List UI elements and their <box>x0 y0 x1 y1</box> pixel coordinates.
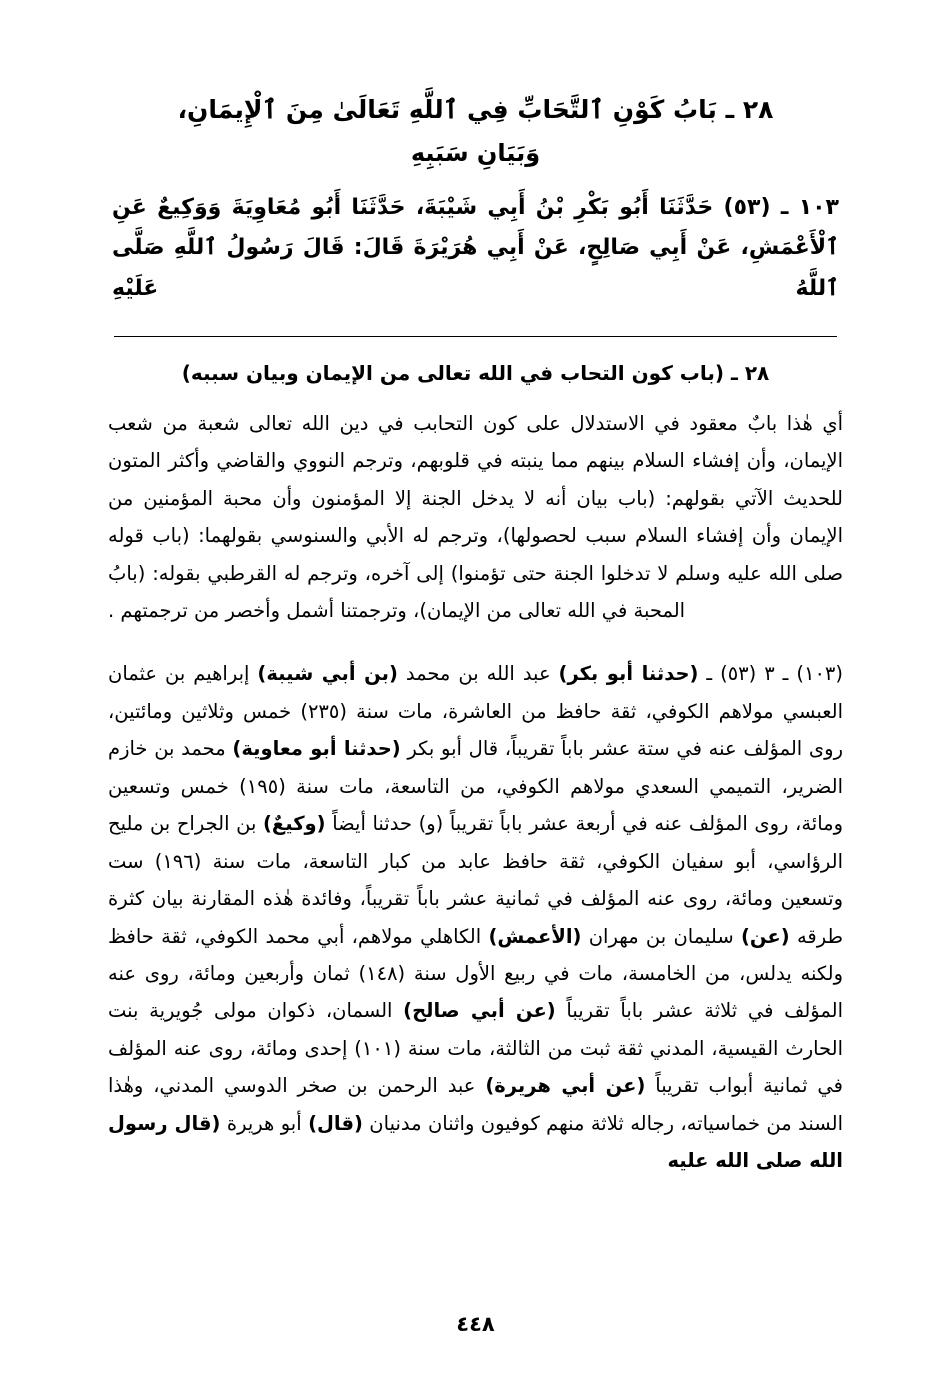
narrator-term: (عن أبي هريرة) <box>485 1074 646 1098</box>
commentary-paragraph-1: أي هٰذا بابٌ معقود في الاستدلال على كون التحابب في دين الله تعالى شعبة من شعب الإيمان، وأن إفشاء السلام بينهم مما ينبته في قلوبهم، وترجم النووي والقاضي وأكثر المتون للحديث الآتي بقولهم: (باب بيان أنه لا يدخل الجنة إلا المؤمنون وأن محبة المؤمنين من الإيمان وأن إفشاء السلام سبب لحصولها)، وترجم له الأبي والسنوسي بقولهما: (باب قوله صلى الله عليه وسلم لا تدخلوا الجنة حتى تؤمنوا) إلى آخره، وترجم له القرطبي بقوله: (بابُ المحبة في الله تعالى من الإيمان)، وترجمتنا أشمل وأخصر من ترجمتهم . <box>108 411 843 622</box>
narrator-term: (حدثنا أبو معاوية) <box>232 737 401 761</box>
commentary-text: محمد بن خازم الضرير، التميمي السعدي مولاهم الكوفي، من التاسعة، مات سنة (١٩٥) خمس وتسعين ومائة، روى المؤلف عنه في أربعة عشر باباً تقريباً (و) حدثنا أيضاً <box>108 737 844 836</box>
commentary-heading: ٢٨ ـ (باب كون التحاب في الله تعالى من الإيمان وبيان سببه) <box>181 360 770 385</box>
commentary-text: السمان، ذكوان مولى جُويرية بنت الحارث القيسية، المدني ثقة ثبت من الثالثة، مات سنة (١٠١) إحدى ومائة، روى عنه المؤلف في ثمانية أبواب تقريباً <box>108 999 843 1098</box>
matn-line-2: ٱلْأَعْمَشِ، عَنْ أَبِي صَالِحٍ، عَنْ أَبِي هُرَيْرَةَ قَالَ: قَالَ رَسُولُ ٱللَّهِ صَلَّى ٱللَّهُ عَلَيْهِ <box>112 235 839 302</box>
narrator-term: (عن) <box>740 924 790 948</box>
narrator-term: (حدثنا أبو بكر) <box>558 662 699 686</box>
commentary-text: عبد الله بن محمد <box>397 662 559 686</box>
hadith-matn <box>112 188 839 310</box>
commentary-text: إبراهيم بن عثمان العبسي مولاهم الكوفي، ثقة حافظ من العاشرة، مات سنة (٢٣٥) خمس وثلاثين ومائتين، روى المؤلف عنه في ستة عشر باباً تقريباً، قال أبو بكر <box>108 662 843 761</box>
chapter-title-line2: وَبَيَانِ سَبَبِهِ <box>410 138 541 167</box>
commentary-paragraph-2 <box>108 655 843 1179</box>
narrator-term: (الأعمش) <box>488 924 582 948</box>
chapter-title-line1: ٢٨ ـ بَابُ كَوْنِ ٱلتَّحَابِّ فِي ٱللَّهِ تَعَالَىٰ مِنَ ٱلْإِيمَانِ، <box>177 95 774 124</box>
commentary-text: بن الجراح بن مليح الرؤاسي، أبو سفيان الكوفي، ثقة حافظ عابد من كبار التاسعة، مات سنة (١٩٦) ست وتسعين ومائة، روى عنه المؤلف في ثمانية عشر باباً تقريباً، وفائدة هٰذه المقارنة بيان كثرة طرقه <box>108 812 843 948</box>
commentary-text: (١٠٣) ـ ٣ (٥٣) ـ <box>698 662 844 686</box>
page-number: ٤٤٨ <box>456 1312 495 1336</box>
matn-line-1: ١٠٣ ـ (٥٣) حَدَّثَنَا أَبُو بَكْرِ بْنُ أَبِي شَيْبَةَ، حَدَّثَنَا أَبُو مُعَاوِيَةَ وَوَكِيعٌ عَنِ <box>112 194 839 220</box>
narrator-term: (بن أبي شيبة) <box>257 662 398 686</box>
commentary-text: سليمان بن مهران <box>581 924 741 948</box>
section-divider <box>114 336 837 337</box>
narrator-term: (عن أبي صالح) <box>403 999 556 1023</box>
chapter-title <box>108 88 843 174</box>
narrator-term: (قال رسول الله صلى الله عليه <box>108 1111 843 1173</box>
commentary-text: عبد الرحمن بن صخر الدوسي المدني، وهٰذا السند من خماسياته، رجاله ثلاثة منهم كوفيون واثنان مدنيان <box>108 1074 843 1135</box>
narrator-term: (وكيعٌ) <box>263 812 326 836</box>
commentary-text: أبو هريرة <box>220 1111 309 1135</box>
narrator-term: (قال) <box>308 1111 363 1135</box>
commentary-text: الكاهلي مولاهم، أبي محمد الكوفي، ثقة حافظ ولكنه يدلس، من الخامسة، مات في ربيع الأول سنة (١٤٨) ثمان وأربعين ومائة، روى عنه المؤلف في ثلاثة عشر باباً تقريباً <box>108 924 844 1023</box>
